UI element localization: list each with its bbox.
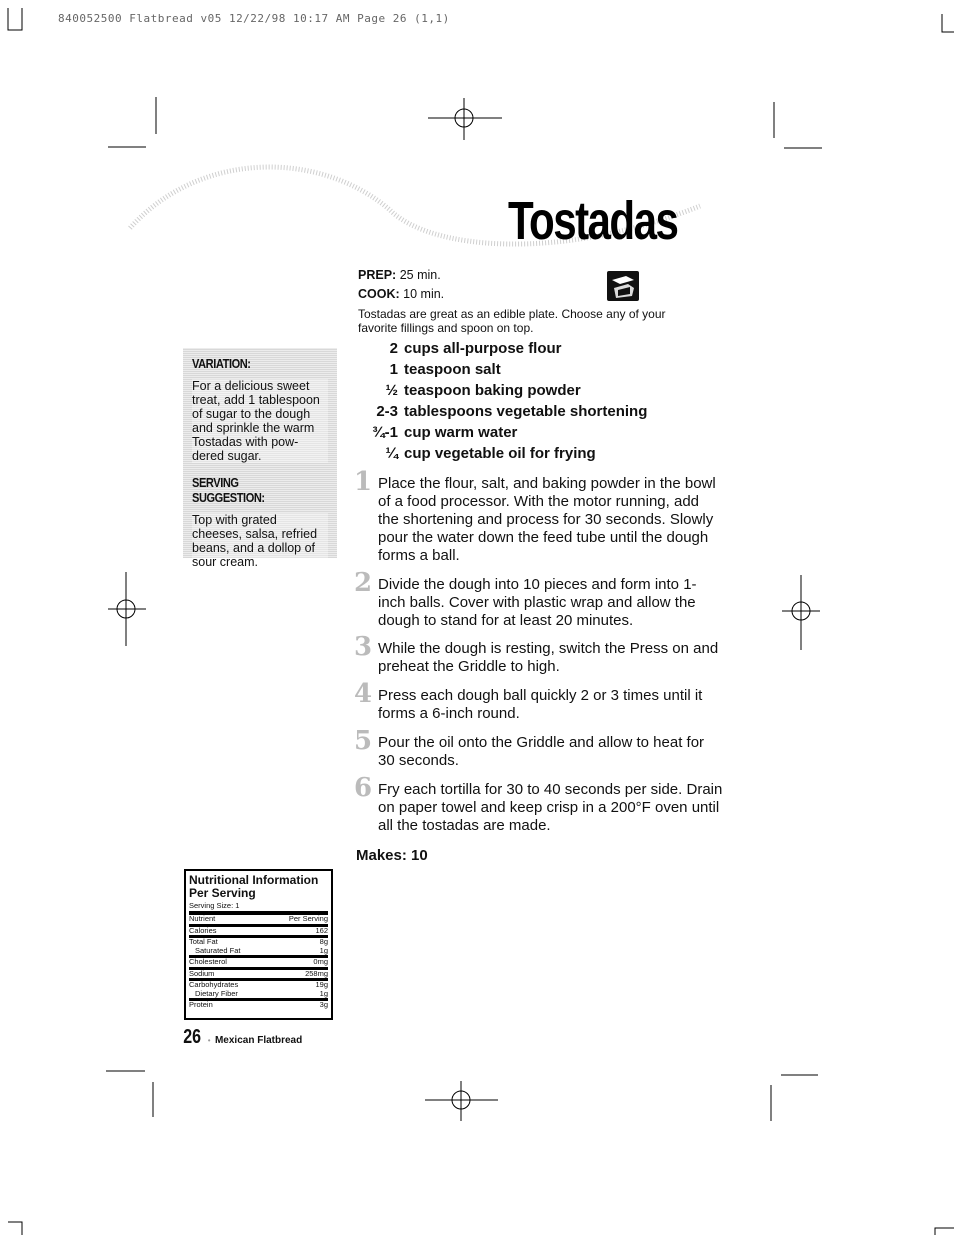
page-footer (181, 1026, 302, 1049)
step-item (354, 726, 724, 770)
ingredient-item: 1 teaspoon salt (389, 361, 501, 378)
step-item (354, 467, 724, 565)
press-appliance-icon (606, 270, 640, 302)
variation-text: For a delicious sweet treat, add 1 tablespoon of sugar to the dough and sprinkle the warm Tostadas with pow-dered sugar. (192, 379, 328, 463)
serving-heading: SERVING SUGGESTION: (192, 475, 265, 505)
serving-size: Serving Size: 1 (189, 901, 328, 915)
step-number: 3 (354, 632, 373, 662)
step-item (354, 632, 724, 676)
step-text: Press each dough ball quickly 2 or 3 times until it forms a 6-inch round. (378, 687, 703, 722)
recipe-title: Tostadas (508, 191, 678, 251)
nutrition-header-row: Nutrient Per Serving (189, 915, 328, 927)
nutrition-row: Protein 3g (189, 1000, 328, 1009)
nutrition-row: Calories 162 (189, 927, 328, 939)
step-number: 6 (354, 773, 373, 803)
ingredient-item: 2 cups all-purpose flour (389, 340, 562, 357)
ingredient-item: ¾-1 cup warm water (372, 424, 518, 441)
ingredient-list (352, 340, 647, 466)
step-item (354, 568, 724, 630)
cook-time: COOK: 10 min. (358, 287, 445, 301)
ingredient-item: ¼ cup vegetable oil for frying (385, 445, 596, 462)
variation-heading: VARIATION: (192, 356, 251, 371)
step-text: Place the flour, salt, and baking powder in the bowl of a food processor. With the motor running, add the shortening and process for 30 seconds. Slowly pour the water down the feed tube until the dough forms a ball. (378, 475, 716, 564)
tips-sidebar (183, 348, 337, 569)
book-title: Mexican Flatbread (214, 1035, 303, 1046)
step-item (354, 679, 724, 723)
recipe-intro: Tostadas are great as an edible plate. Choose any of your favorite fillings and spoon on top. (358, 307, 666, 335)
nutrition-facts-box (184, 869, 333, 1020)
step-item (354, 773, 724, 835)
step-text: Fry each tortilla for 30 to 40 seconds per side. Drain on paper towel and keep crisp in a 200°F oven until all the tostadas are made. (378, 781, 723, 834)
step-number: 4 (354, 679, 373, 709)
nutrition-row: Dietary Fiber 1g (189, 990, 328, 1002)
nutrition-row: Carbohydrates 19g (189, 980, 328, 989)
step-number: 5 (354, 726, 373, 756)
yield: Makes: 10 (356, 847, 428, 864)
nutrition-row: Sodium 258mg (189, 970, 328, 982)
bullet-icon: • (207, 1036, 211, 1045)
step-text: While the dough is resting, switch the Press on and preheat the Griddle to high. (378, 640, 719, 675)
step-text: Divide the dough into 10 pieces and form into 1-inch balls. Cover with plastic wrap and allow the dough to stand for at least 20 minutes. (378, 576, 697, 629)
nutrition-row: Cholesterol 0mg (189, 958, 328, 970)
prep-time: PREP: 25 min. (358, 268, 441, 282)
step-number: 2 (354, 568, 373, 598)
ingredient-item: ½ teaspoon baking powder (385, 382, 581, 399)
step-number: 1 (354, 467, 373, 497)
ingredient-item: 2-3 tablespoons vegetable shortening (376, 403, 648, 420)
serving-text: Top with grated cheeses, salsa, refried beans, and a dollop of sour cream. (192, 513, 328, 569)
nutrition-row: Saturated Fat 1g (189, 947, 328, 959)
page-number: 26 (183, 1026, 202, 1048)
nutrition-row: Total Fat 8g (189, 937, 328, 946)
file-slug: 840052500 Flatbread v05 12/22/98 10:17 AM Page 26 (1,1) (58, 12, 450, 25)
nutrition-title: Nutritional Information Per Serving (189, 873, 319, 900)
step-text: Pour the oil onto the Griddle and allow to heat for 30 seconds. (378, 734, 705, 769)
